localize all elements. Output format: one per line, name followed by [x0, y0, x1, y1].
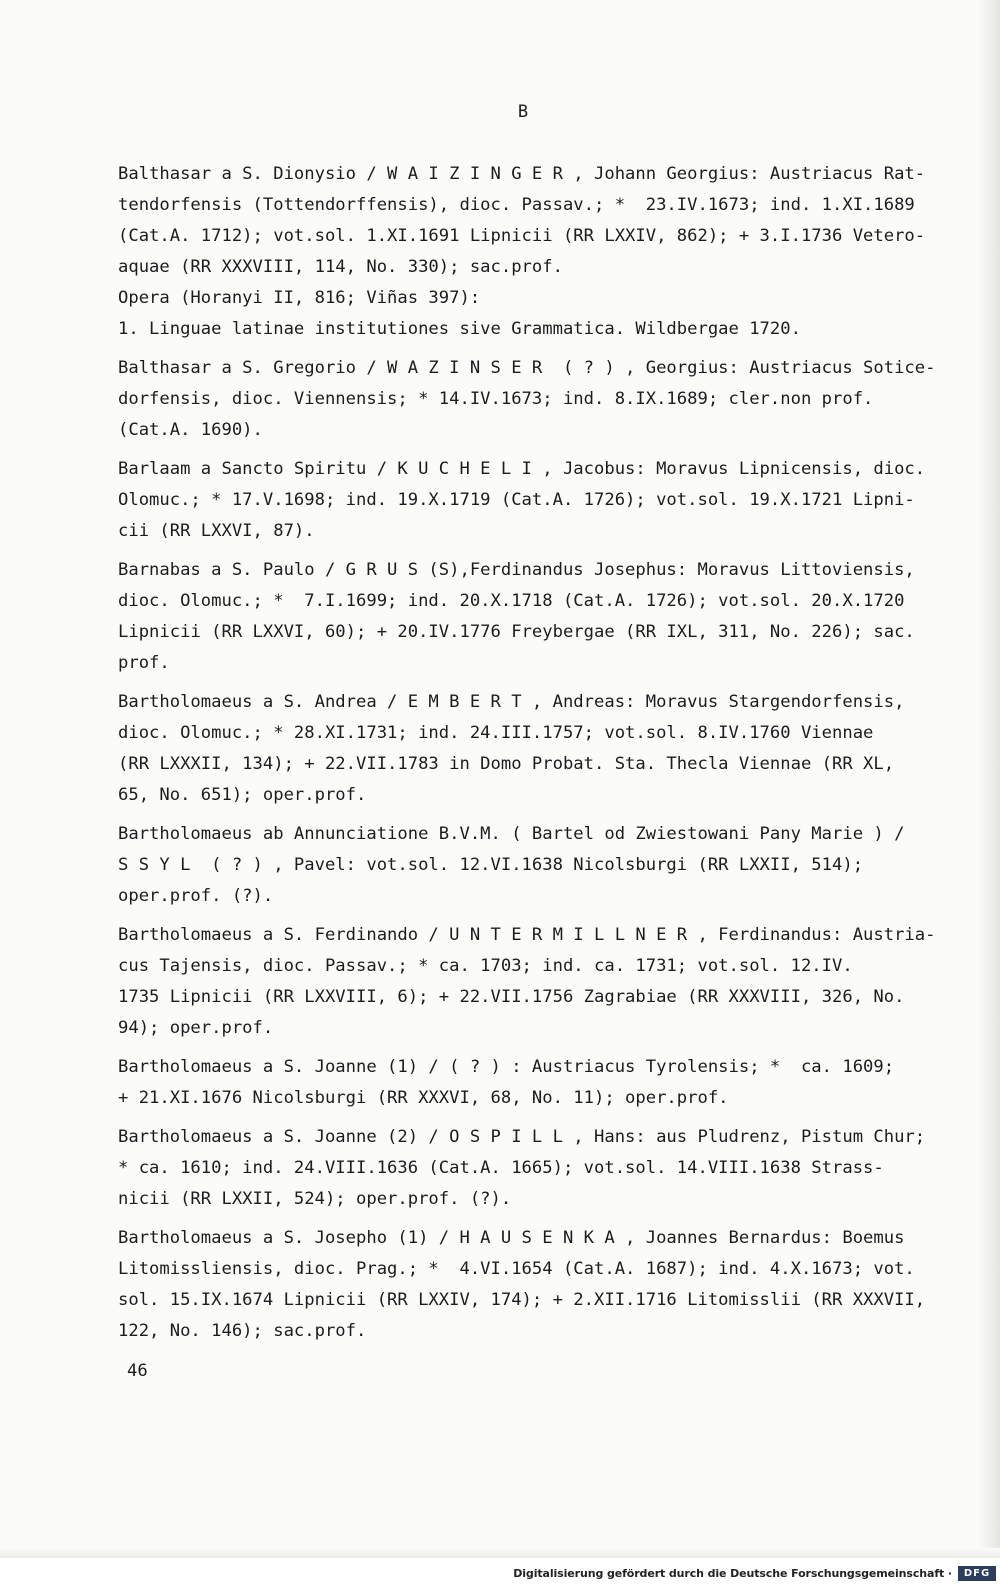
entry-line: 94); oper.prof. — [118, 1018, 274, 1038]
entry-line: cus Tajensis, dioc. Passav.; * ca. 1703; ind. ca. 1731; vot.sol. 12.IV. — [118, 956, 853, 976]
entry-line: cii (RR LXXVI, 87). — [118, 521, 315, 541]
entry-heading-line: Bartholomaeus a S. Joanne (2) / O S P I L L , Hans: aus Pludrenz, Pistum Chur; — [118, 1127, 926, 1147]
entry-line: 65, No. 651); oper.prof. — [118, 785, 367, 805]
scan-edge-shadow — [978, 0, 1000, 1560]
entry-line: S S Y L ( ? ) , Pavel: vot.sol. 12.VI.1638 Nicolsburgi (RR LXXII, 514); — [118, 855, 864, 875]
entry-line: * ca. 1610; ind. 24.VIII.1636 (Cat.A. 1665); vot.sol. 14.VIII.1638 Strass- — [118, 1158, 884, 1178]
entry-list — [118, 159, 948, 1355]
catalog-entry — [118, 1223, 948, 1347]
entry-heading-line: Bartholomaeus a S. Andrea / E M B E R T , Andreas: Moravus Stargendorfensis, — [118, 692, 905, 712]
catalog-entry — [118, 454, 948, 547]
catalog-entry — [118, 819, 948, 912]
entry-line: Lipnicii (RR LXXVI, 60); + 20.IV.1776 Freybergae (RR IXL, 311, No. 226); sac. — [118, 622, 915, 642]
entry-heading-line: Bartholomaeus ab Annunciatione B.V.M. ( Bartel od Zwiestowani Pany Marie ) / — [118, 824, 905, 844]
footer-bar — [0, 1558, 1000, 1586]
entry-line: + 21.XI.1676 Nicolsburgi (RR XXXVI, 68, No. 11); oper.prof. — [118, 1088, 729, 1108]
entry-heading-line: Bartholomaeus a S. Joanne (1) / ( ? ) : Austriacus Tyrolensis; * ca. 1609; — [118, 1057, 895, 1077]
dfg-logo: DFG — [958, 1566, 996, 1581]
entry-heading-line: Barnabas a S. Paulo / G R U S (S),Ferdinandus Josephus: Moravus Littoviensis, — [118, 560, 915, 580]
entry-line: dorfensis, dioc. Viennensis; * 14.IV.1673; ind. 8.IX.1689; cler.non prof. — [118, 389, 874, 409]
entry-line: 1735 Lipnicii (RR LXXVIII, 6); + 22.VII.1756 Zagrabiae (RR XXXVIII, 326, No. — [118, 987, 905, 1007]
entry-line: dioc. Olomuc.; * 28.XI.1731; ind. 24.III.1757; vot.sol. 8.IV.1760 Viennae — [118, 723, 874, 743]
entry-heading-line: Bartholomaeus a S. Josepho (1) / H A U S E N K A , Joannes Bernardus: Boemus — [118, 1228, 905, 1248]
entry-heading-line: Bartholomaeus a S. Ferdinando / U N T E R M I L L N E R , Ferdinandus: Austria- — [118, 925, 936, 945]
entry-heading-line: Barlaam a Sancto Spiritu / K U C H E L I , Jacobus: Moravus Lipnicensis, dioc. — [118, 459, 926, 479]
catalog-entry — [118, 353, 948, 446]
entry-line: (Cat.A. 1712); vot.sol. 1.XI.1691 Lipnicii (RR LXXIV, 862); + 3.I.1736 Vetero- — [118, 226, 926, 246]
entry-line: prof. — [118, 653, 170, 673]
scan-bottom-shadow — [0, 1548, 1000, 1558]
entry-line: Litomissliensis, dioc. Prag.; * 4.VI.1654 (Cat.A. 1687); ind. 4.X.1673; vot. — [118, 1259, 915, 1279]
entry-line: (RR LXXXII, 134); + 22.VII.1783 in Domo Probat. Sta. Thecla Viennae (RR XL, — [118, 754, 895, 774]
catalog-entry — [118, 920, 948, 1044]
entry-line: sol. 15.IX.1674 Lipnicii (RR LXXIV, 174); + 2.XII.1716 Litomisslii (RR XXXVII, — [118, 1290, 926, 1310]
entry-line: aquae (RR XXXVIII, 114, No. 330); sac.prof. — [118, 257, 563, 277]
page-number: 46 — [127, 1361, 148, 1381]
entry-heading-line: Balthasar a S. Dionysio / W A I Z I N G E R , Johann Georgius: Austriacus Rat- — [118, 164, 926, 184]
entry-line: 1. Linguae latinae institutiones sive Grammatica. Wildbergae 1720. — [118, 319, 801, 339]
entry-line: (Cat.A. 1690). — [118, 420, 263, 440]
entry-heading-line: Balthasar a S. Gregorio / W A Z I N S E R ( ? ) , Georgius: Austriacus Sotice- — [118, 358, 936, 378]
catalog-entry — [118, 1122, 948, 1215]
funding-notice: Digitalisierung gefördert durch die Deutsche Forschungsgemeinschaft · — [513, 1567, 952, 1580]
catalog-entry — [118, 1052, 948, 1114]
entry-line: Opera (Horanyi II, 816; Viñas 397): — [118, 288, 481, 308]
entry-line: tendorfensis (Tottendorffensis), dioc. Passav.; * 23.IV.1673; ind. 1.XI.1689 — [118, 195, 915, 215]
section-letter: B — [517, 102, 529, 122]
catalog-entry — [118, 687, 948, 811]
catalog-entry — [118, 159, 948, 345]
entry-line: oper.prof. (?). — [118, 886, 274, 906]
entry-line: Olomuc.; * 17.V.1698; ind. 19.X.1719 (Cat.A. 1726); vot.sol. 19.X.1721 Lipni- — [118, 490, 915, 510]
entry-line: 122, No. 146); sac.prof. — [118, 1321, 367, 1341]
entry-line: nicii (RR LXXII, 524); oper.prof. (?). — [118, 1189, 512, 1209]
catalog-entry — [118, 555, 948, 679]
entry-line: dioc. Olomuc.; * 7.I.1699; ind. 20.X.1718 (Cat.A. 1726); vot.sol. 20.X.1720 — [118, 591, 905, 611]
